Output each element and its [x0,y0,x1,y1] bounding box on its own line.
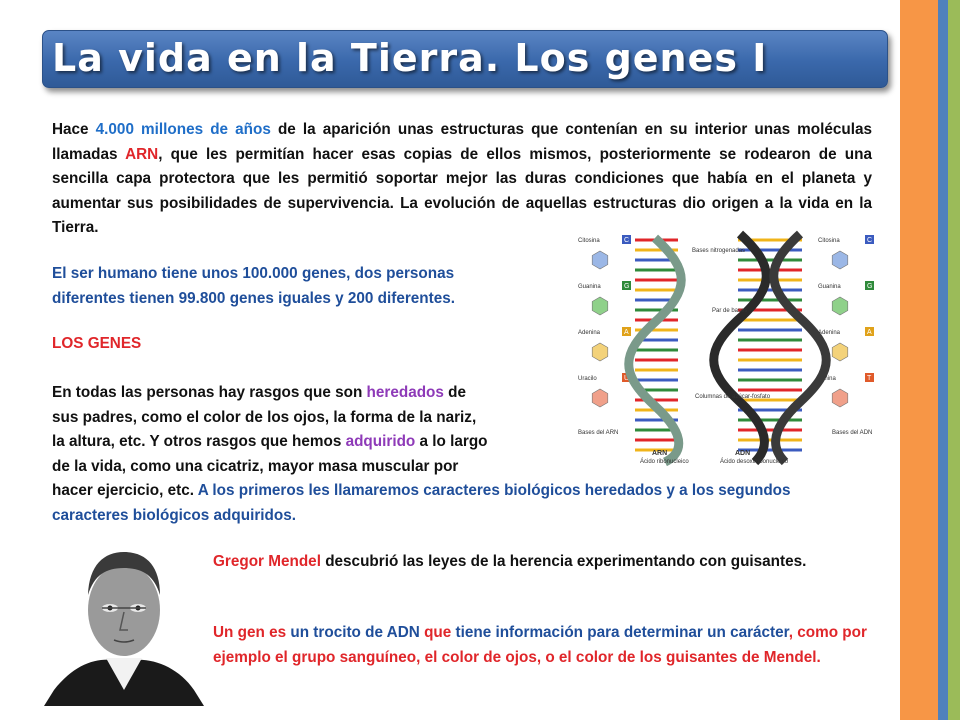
traits-paragraph: En todas las personas hay rasgos que son heredados de sus padres, como el color de los ojos, la forma de la nariz, la altura, etc. Y otros rasgos que hemos adquirido a lo largo de la vida, como una cicatriz, mayor masa muscular por [52,384,488,475]
highlight-arn: ARN [125,145,159,163]
base-name-citosina: Citosina [578,238,600,244]
base-name-guanina: Guanina [578,284,601,290]
dna-backbone-2 [774,234,827,462]
dna-bases-column [818,235,874,407]
mendel-paragraph: Gregor Mendel descubrió las leyes de la herencia experimentando con guisantes. [213,553,807,570]
base-molecule [592,297,608,315]
intro-paragraph: Hace 4.000 millones de años de la aparición unas estructuras que contenían en su interior unas moléculas llamadas ARN, que les permitían hacer esas copias de ellos mismos, posteriormente se rodearon de una sencilla capa protectora que les permitió soportar mejor las duras condiciones que había en el planeta y aumentar sus posibilidades de supervivencia. La evolución de aquellas estructuras dio origen a la vida en la Tierra. [52,121,873,236]
base-molecule [592,251,608,269]
base-name-uracilo: Uracilo [578,376,597,382]
base-letter: G [624,283,630,290]
label-columnas: Columnas de azúcar-fosfato [695,394,771,400]
base-name-adenina: Adenina [818,330,841,336]
label-arn-full: Ácido ribonucleico [640,459,689,465]
base-letter: C [867,237,873,244]
base-letter: C [624,237,630,244]
base-letter: A [624,329,629,336]
base-molecule [592,343,608,361]
traits-paragraph-continued: hacer ejercicio, etc. A los primeros les llamaremos caracteres biológicos heredados y a los segundos caracteres biológicos adquiridos. [52,482,791,524]
gene-definition-paragraph: Un gen es un trocito de ADN que tiene información para determinar un carácter, como por ejemplo el grupo sanguíneo, el color de ojos, o el color de los guisantes de Mendel. [213,624,867,666]
rna-bases-column [578,235,631,407]
base-letter: A [867,329,872,336]
base-letter: G [867,283,873,290]
base-name-timina: Timina [818,376,836,382]
base-name-adenina: Adenina [578,330,601,336]
genes-count-paragraph: El ser humano tiene unos 100.000 genes, dos personas diferentes tienen 99.800 genes iguales y 200 diferentes. [52,265,455,307]
highlight-mendel: Gregor Mendel [213,553,321,570]
dna-backbone-1 [714,234,767,462]
label-adn: ADN [735,450,751,457]
base-molecule [592,389,608,407]
dna-rna-diagram [560,230,885,470]
green-bar [948,0,960,720]
label-bases-adn: Bases del ADN [832,430,873,436]
label-bases-arn: Bases del ARN [578,430,619,436]
base-molecule [832,251,848,269]
highlight-heredados: heredados [366,384,444,401]
highlight-adquirido: adquirido [345,433,416,450]
base-letter: U [624,375,630,382]
base-molecule [832,389,848,407]
label-adn-full: Ácido desoxirribonucleico [720,459,789,465]
base-letter: T [867,375,872,382]
los-genes-heading: LOS GENES [52,335,142,352]
decorative-side-bars [900,0,960,720]
slide-title: La vida en la Tierra. Los genes I [52,36,768,80]
highlight-years: 4.000 millones de años [95,121,271,138]
highlight-caracteres: A los primeros les llamaremos caracteres biológicos heredados y a los segundos caracteres biológicos adquiridos. [52,482,791,524]
blue-bar [938,0,948,720]
base-molecule [832,297,848,315]
orange-bar [900,0,938,720]
label-arn: ARN [652,450,668,457]
label-par-de-bases: Par de bases [712,308,748,314]
label-bases-nitrogenadas: Bases nitrogenadas [692,248,746,254]
base-name-citosina: Citosina [818,238,840,244]
mendel-portrait [44,540,204,706]
base-name-guanina: Guanina [818,284,841,290]
base-molecule [832,343,848,361]
